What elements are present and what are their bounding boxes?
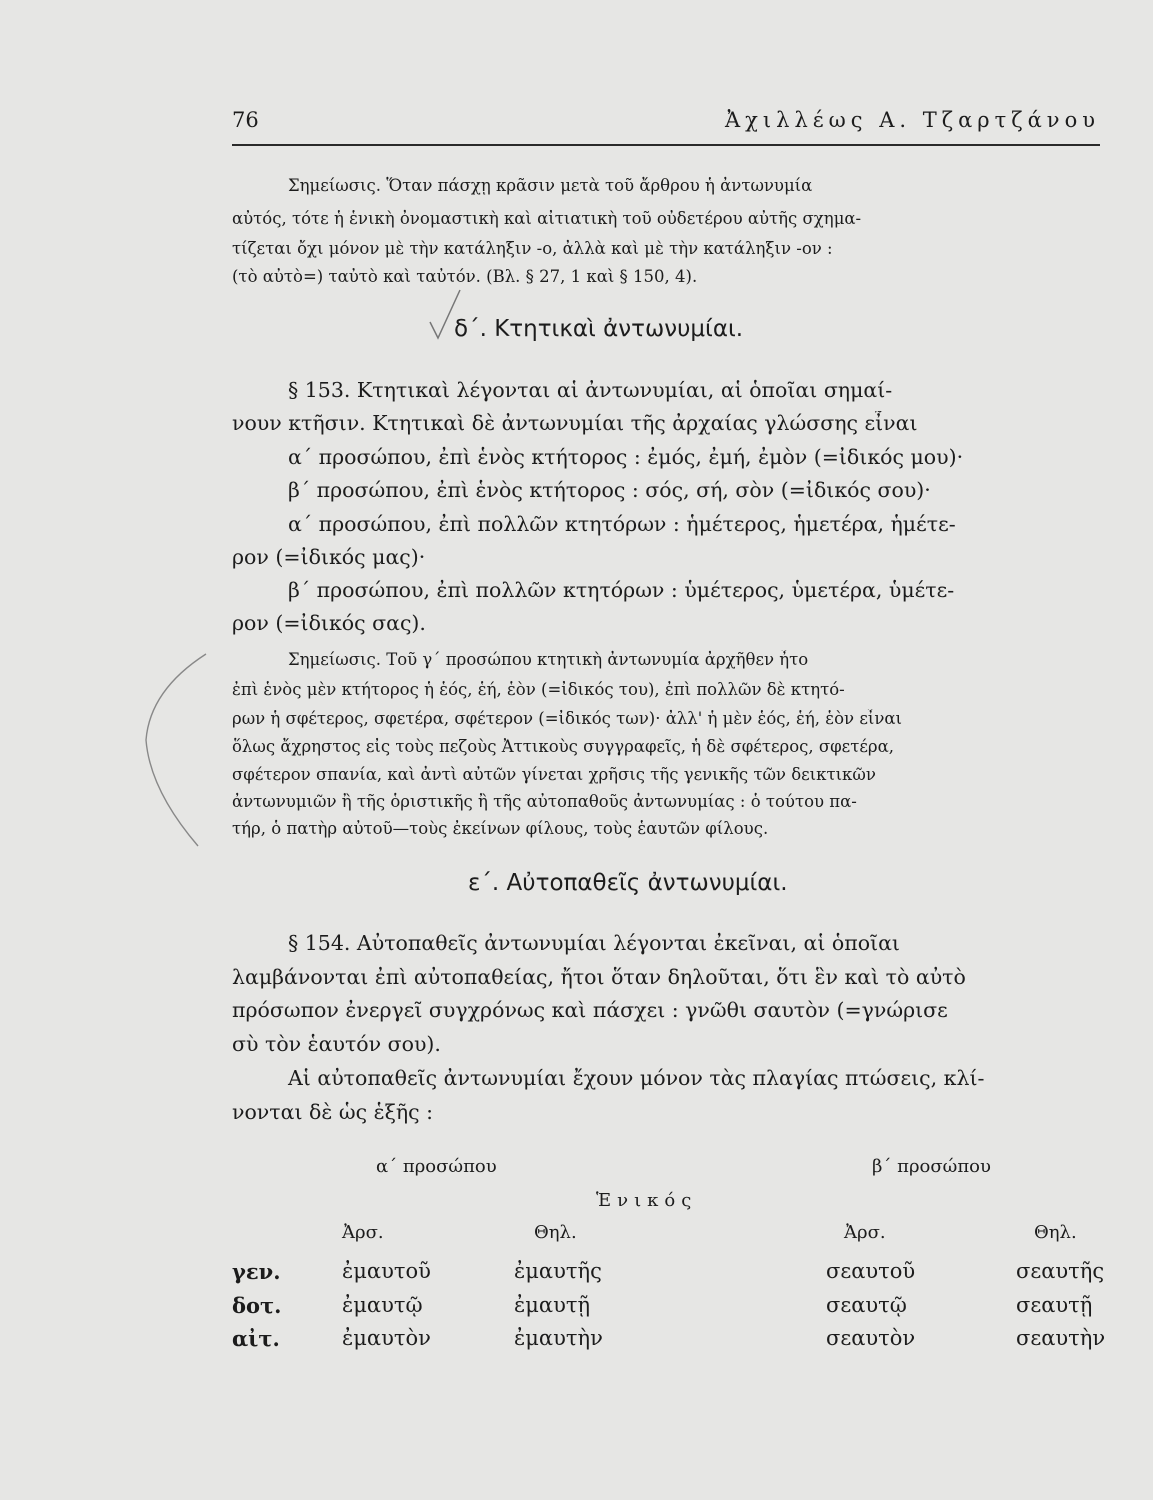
note1-line: (τὸ αὐτὸ=) ταὐτὸ καὶ ταὐτόν. (Βλ. § 27, 1 καὶ § 150, 4). <box>232 267 698 286</box>
para154-line: λαμβάνονται ἐπὶ αὐτοπαθείας, ἤτοι ὅταν δηλοῦται, ὅτι ἓν καὶ τὸ αὐτὸ <box>232 965 966 989</box>
table-masc-a: Ἀρσ. <box>342 1222 384 1243</box>
note2-line: ἐπὶ ἑνὸς μὲν κτήτορος ἡ ἑός, ἑή, ἑὸν (=ἰδικός του), ἐπὶ πολλῶν δὲ κτητό- <box>232 680 845 699</box>
para153-line: ρον (=ἰδικός μας)· <box>232 545 426 569</box>
para154-line: σὺ τὸν ἑαυτόν σου). <box>232 1032 441 1056</box>
para154-line: νονται δὲ ὡς ἑξῆς : <box>232 1100 434 1124</box>
note1-line: τίζεται ὄχι μόνον μὲ τὴν κατάληξιν -ο, ἀλλὰ καὶ μὲ τὴν κατάληξιν -ον : <box>232 239 833 258</box>
note1-line: αὐτός, τότε ἡ ἑνικὴ ὀνομαστικὴ καὶ αἰτιατικὴ τοῦ οὐδετέρου αὐτῆς σχημα- <box>232 209 862 228</box>
para153-line: α΄ προσώπου, ἐπὶ ἑνὸς κτήτορος : ἐμός, ἐμή, ἐμὸν (=ἰδικός μου)· <box>288 445 964 469</box>
para154-line: § 154. Αὐτοπαθεῖς ἀντωνυμίαι λέγονται ἐκεῖναι, αἱ ὁποῖαι <box>288 931 900 955</box>
pencil-margin-bracket <box>140 650 210 850</box>
table-person-a: α΄ προσώπου <box>376 1156 497 1177</box>
running-head: Ἀχιλλέως Α. Τζαρτζάνου <box>725 108 1100 132</box>
note2-line: τήρ, ὁ πατὴρ αὐτοῦ—τοὺς ἐκείνων φίλους, τοὺς ἑαυτῶν φίλους. <box>232 819 769 838</box>
para154-line: Αἱ αὐτοπαθεῖς ἀντωνυμίαι ἔχουν μόνον τὰς πλαγίας πτώσεις, κλί- <box>288 1066 985 1090</box>
section-heading-possessive: δ΄. Κτητικαὶ ἀντωνυμίαι. <box>454 316 744 342</box>
page-header <box>232 104 1100 146</box>
table-case-label: γεν. <box>232 1259 281 1284</box>
table-case-label: αἰτ. <box>232 1326 280 1351</box>
table-fem-a: Θηλ. <box>534 1222 577 1243</box>
table-person-b: β΄ προσώπου <box>872 1156 991 1177</box>
table-case-label: δοτ. <box>232 1293 282 1318</box>
table-cell: ἐμαυτοῦ <box>342 1259 431 1283</box>
table-number: Ἑνικός <box>596 1190 698 1211</box>
table-cell: σεαυτὴν <box>1016 1326 1106 1350</box>
note1-line: Σημείωσις. Ὅταν πάσχῃ κρᾶσιν μετὰ τοῦ ἄρθρου ἡ ἀντωνυμία <box>288 176 813 195</box>
section-heading-reflexive: ε΄. Αὐτοπαθεῖς ἀντωνυμίαι. <box>468 870 788 896</box>
para153-line: β΄ προσώπου, ἐπὶ πολλῶν κτητόρων : ὑμέτερος, ὑμετέρα, ὑμέτε- <box>288 578 955 602</box>
table-cell: σεαυτοῦ <box>826 1259 916 1283</box>
table-cell: ἐμαυτὴν <box>514 1326 603 1350</box>
table-cell: σεαυτῆς <box>1016 1259 1105 1283</box>
page-number: 76 <box>232 108 259 132</box>
table-cell: ἐμαυτῇ <box>514 1293 591 1317</box>
note2-line: ὅλως ἄχρηστος εἰς τοὺς πεζοὺς Ἀττικοὺς συγγραφεῖς, ἡ δὲ σφέτερος, σφετέρα, <box>232 737 894 756</box>
table-cell: ἐμαυτῷ <box>342 1293 423 1317</box>
table-cell: σεαυτῷ <box>826 1293 907 1317</box>
para153-line: β΄ προσώπου, ἐπὶ ἑνὸς κτήτορος : σός, σή, σὸν (=ἰδικός σου)· <box>288 478 931 502</box>
table-cell: σεαυτὸν <box>826 1326 916 1350</box>
note2-line: σφέτερον σπανία, καὶ ἀντὶ αὐτῶν γίνεται χρῆσις τῆς γενικῆς τῶν δεικτικῶν <box>232 765 876 784</box>
note2-line: ρων ἡ σφέτερος, σφετέρα, σφέτερον (=ἰδικός των)· ἀλλ' ἡ μὲν ἑός, ἑή, ἑὸν εἶναι <box>232 709 902 728</box>
para153-line: α΄ προσώπου, ἐπὶ πολλῶν κτητόρων : ἡμέτερος, ἡμετέρα, ἡμέτε- <box>288 512 956 536</box>
table-masc-b: Ἀρσ. <box>844 1222 886 1243</box>
para154-line: πρόσωπον ἐνεργεῖ συγχρόνως καὶ πάσχει : γνῶθι σαυτὸν (=γνώρισε <box>232 998 948 1022</box>
table-cell: ἐμαυτὸν <box>342 1326 431 1350</box>
table-cell: ἐμαυτῆς <box>514 1259 602 1283</box>
note2-line: ἀντωνυμιῶν ἢ τῆς ὁριστικῆς ἢ τῆς αὐτοπαθοῦς ἀντωνυμίας : ὁ τούτου πα- <box>232 792 857 811</box>
note2-line: Σημείωσις. Τοῦ γ΄ προσώπου κτητικὴ ἀντωνυμία ἀρχῆθεν ἦτο <box>288 650 809 669</box>
table-cell: σεαυτῇ <box>1016 1293 1093 1317</box>
para153-line: νουν κτῆσιν. Κτητικαὶ δὲ ἀντωνυμίαι τῆς ἀρχαίας γλώσσης εἶναι <box>232 411 918 435</box>
para153-line: § 153. Κτητικαὶ λέγονται αἱ ἀντωνυμίαι, αἱ ὁποῖαι σημαί- <box>288 378 893 402</box>
table-fem-b: Θηλ. <box>1034 1222 1077 1243</box>
para153-line: ρον (=ἰδικός σας). <box>232 611 426 635</box>
